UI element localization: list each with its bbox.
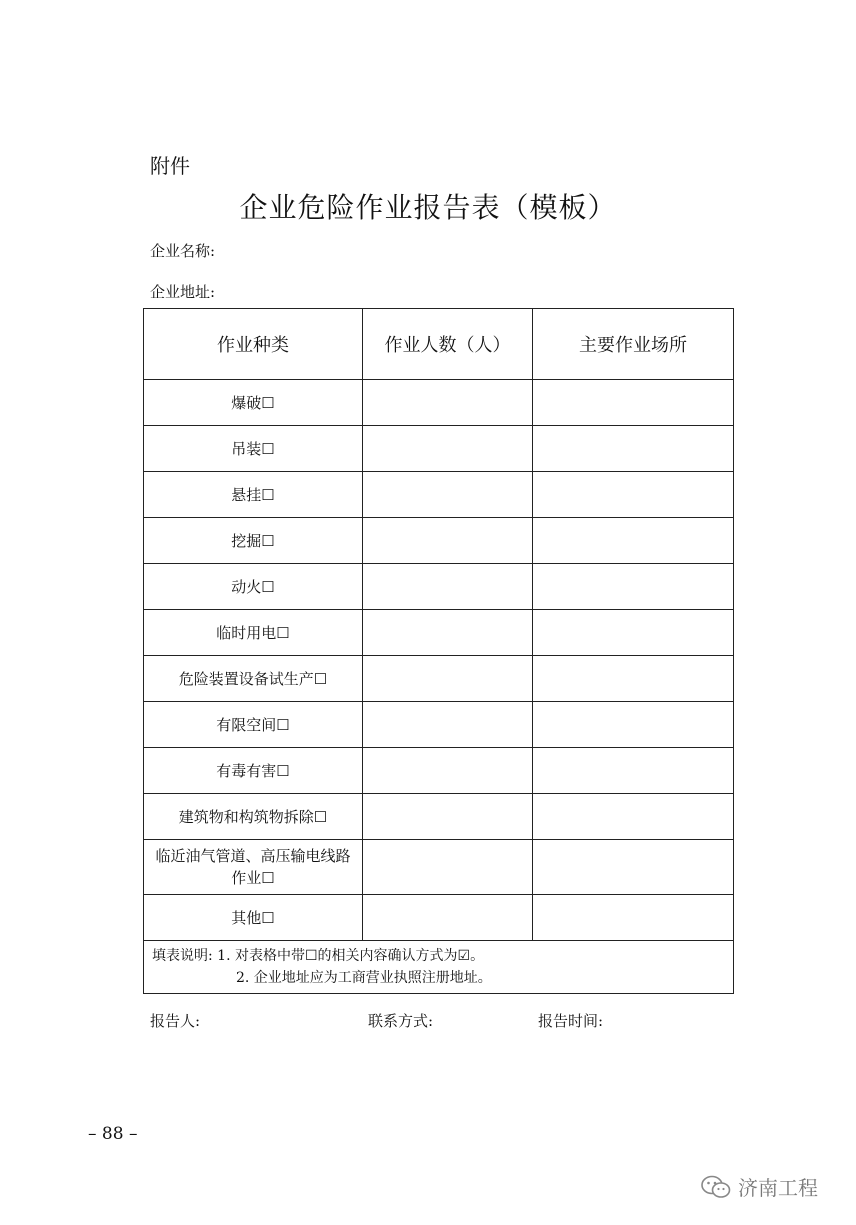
worker-count-cell[interactable] [363,794,533,840]
table-header-row [144,309,734,380]
worker-count-cell[interactable] [363,702,533,748]
work-location-cell[interactable] [533,794,734,840]
watermark-text: 济南工程 [738,1176,818,1200]
work-location-cell[interactable] [533,380,734,426]
work-location-cell[interactable] [533,702,734,748]
company-address-label: 企业地址: [150,283,216,301]
page-title: 企业危险作业报告表（模板） [239,191,617,224]
worker-count-cell[interactable] [363,610,533,656]
instruction-line-2: 2. 企业地址应为工商营业执照注册地址。 [236,970,492,986]
work-location-cell[interactable] [533,518,734,564]
work-location-cell[interactable] [533,472,734,518]
worker-count-cell[interactable] [363,895,533,941]
worker-count-cell[interactable] [363,426,533,472]
company-name-label: 企业名称: [150,242,216,260]
watermark [700,1172,818,1201]
table-row [144,518,734,564]
column-header-count: 作业人数（人） [363,309,533,380]
work-location-cell[interactable] [533,748,734,794]
work-location-cell[interactable] [533,564,734,610]
instruction-line-1: 填表说明: 1. 对表格中带☐的相关内容确认方式为☑。 [152,948,485,964]
column-header-location: 主要作业场所 [533,309,734,380]
table-row [144,840,734,895]
work-location-cell[interactable] [533,840,734,895]
operation-type-other[interactable]: 其他☐ [144,895,363,941]
operation-type-hoisting[interactable]: 吊装☐ [144,426,363,472]
instructions-row [144,941,734,994]
table-row [144,656,734,702]
operation-type-demolition[interactable]: 建筑物和构筑物拆除☐ [144,794,363,840]
table-row [144,794,734,840]
operation-type-excavation[interactable]: 挖掘☐ [144,518,363,564]
operation-type-confined-space[interactable]: 有限空间☐ [144,702,363,748]
instructions-cell [144,941,734,994]
table-row [144,702,734,748]
work-location-cell[interactable] [533,656,734,702]
table-row [144,748,734,794]
report-table [143,308,734,994]
work-location-cell[interactable] [533,610,734,656]
report-time-label: 报告时间: [538,1012,604,1030]
column-header-type: 作业种类 [144,309,363,380]
table-row [144,895,734,941]
worker-count-cell[interactable] [363,656,533,702]
table-row [144,610,734,656]
page-number: – 88 – [88,1124,138,1144]
operation-type-near-pipeline[interactable]: 临近油气管道、高压输电线路作业☐ [144,840,363,895]
contact-label: 联系方式: [368,1012,434,1030]
operation-type-trial-production[interactable]: 危险装置设备试生产☐ [144,656,363,702]
wechat-icon [700,1174,732,1200]
worker-count-cell[interactable] [363,518,533,564]
worker-count-cell[interactable] [363,564,533,610]
operation-type-temporary-power[interactable]: 临时用电☐ [144,610,363,656]
worker-count-cell[interactable] [363,840,533,895]
table-row [144,380,734,426]
worker-count-cell[interactable] [363,380,533,426]
table-row [144,472,734,518]
attachment-label: 附件 [150,154,190,178]
worker-count-cell[interactable] [363,472,533,518]
work-location-cell[interactable] [533,426,734,472]
operation-type-toxic-hazard[interactable]: 有毒有害☐ [144,748,363,794]
worker-count-cell[interactable] [363,748,533,794]
operation-type-blasting[interactable]: 爆破☐ [144,380,363,426]
reporter-label: 报告人: [150,1012,201,1030]
operation-type-suspension[interactable]: 悬挂☐ [144,472,363,518]
table-row [144,564,734,610]
table-row [144,426,734,472]
work-location-cell[interactable] [533,895,734,941]
operation-type-hot-work[interactable]: 动火☐ [144,564,363,610]
